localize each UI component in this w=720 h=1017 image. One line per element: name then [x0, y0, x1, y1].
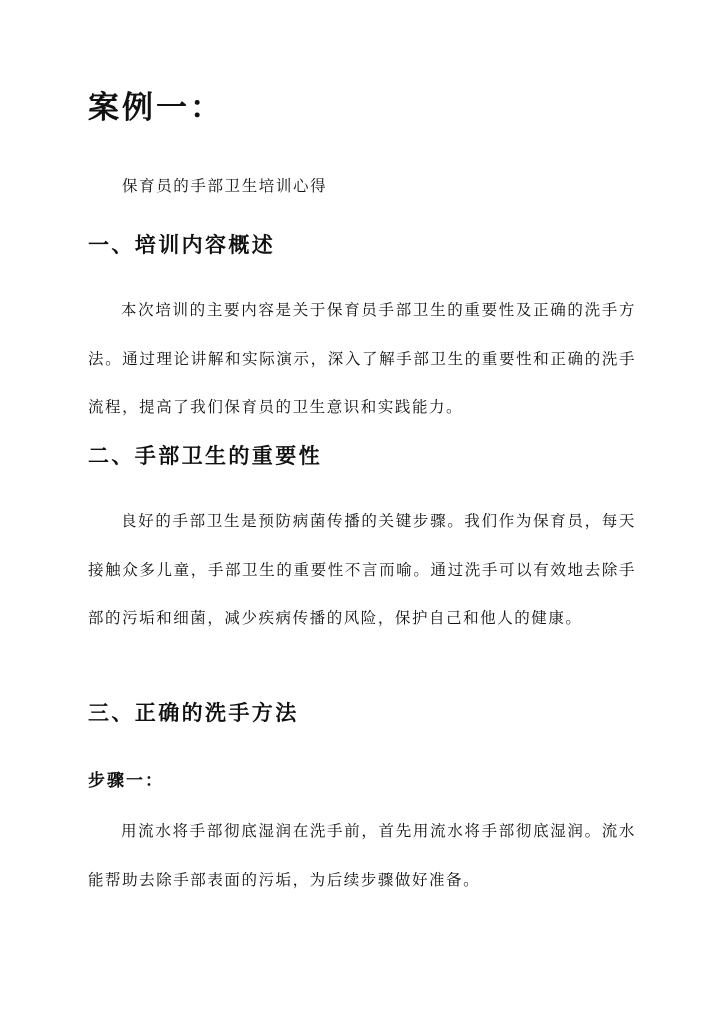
section-paragraph-overview: 本次培训的主要内容是关于保育员手部卫生的重要性及正确的洗手方法。通过理论讲解和实际演示，深入了解手部卫生的重要性和正确的洗手流程，提高了我们保育员的卫生意识和实践能力。	[88, 301, 636, 416]
section-heading-importance: 二、手部卫生的重要性	[88, 443, 322, 468]
step-title: 步骤一：	[88, 771, 164, 791]
section-heading-method: 三、正确的洗手方法	[88, 700, 299, 725]
document-subtitle: 保育员的手部卫生培训心得	[122, 177, 328, 195]
section-heading-overview: 一、培训内容概述	[88, 232, 276, 257]
section-paragraph-step-one: 用流水将手部彻底湿润在洗手前，首先用流水将手部彻底湿润。流水能帮助去除手部表面的污垢，为后续步骤做好准备。	[88, 822, 636, 889]
case-title: 案例一：	[88, 90, 224, 126]
section-paragraph-importance: 良好的手部卫生是预防病菌传播的关键步骤。我们作为保育员，每天接触众多儿童，手部卫生的重要性不言而喻。通过洗手可以有效地去除手部的污垢和细菌，减少疾病传播的风险，保护自己和他人的健康。	[88, 512, 636, 627]
